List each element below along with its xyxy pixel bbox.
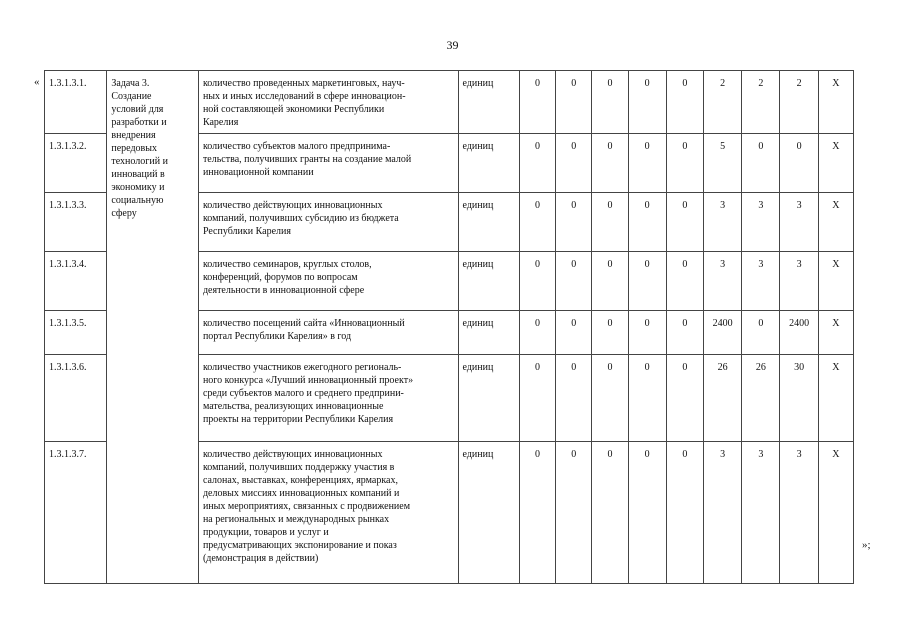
value-cell: 0 [556, 252, 592, 311]
value-cell: 0 [742, 311, 780, 355]
value-cell: 3 [780, 442, 818, 584]
unit-cell: единиц [458, 355, 519, 442]
indicator-code-cell: 1.3.1.3.3. [45, 193, 107, 252]
status-mark-cell: X [818, 193, 853, 252]
indicator-code-cell: 1.3.1.3.4. [45, 252, 107, 311]
value-cell: 3 [780, 252, 818, 311]
value-cell: 0 [666, 71, 703, 134]
value-cell: 0 [519, 311, 555, 355]
indicator-name-cell: количество посещений сайта «Инновационный портал Республики Карелия» в год [198, 311, 458, 355]
value-cell: 0 [556, 311, 592, 355]
status-mark-cell: X [818, 71, 853, 134]
value-cell: 2 [780, 71, 818, 134]
status-mark-cell: X [818, 311, 853, 355]
value-cell: 0 [592, 252, 628, 311]
value-cell: 0 [628, 252, 666, 311]
value-cell: 0 [628, 355, 666, 442]
indicator-name-cell: количество участников ежегодного региональ- ного конкурса «Лучший инновационный проект» среди субъектов малого и среднего предприни- мательства, реализующих инновационные проекты на территории Республики Карелия [198, 355, 458, 442]
value-cell: 0 [666, 134, 703, 193]
value-cell: 0 [666, 252, 703, 311]
value-cell: 0 [519, 71, 555, 134]
value-cell: 2 [704, 71, 742, 134]
value-cell: 0 [592, 71, 628, 134]
indicator-name-cell: количество семинаров, круглых столов, конференций, форумов по вопросам деятельности в инновационной сфере [198, 252, 458, 311]
indicator-code-cell: 1.3.1.3.7. [45, 442, 107, 584]
value-cell: 0 [592, 311, 628, 355]
value-cell: 2400 [704, 311, 742, 355]
indicator-name-cell: количество проведенных маркетинговых, науч- ных и иных исследований в сфере инновацион- ной составляющей экономики Республики Карелия [198, 71, 458, 134]
unit-cell: единиц [458, 311, 519, 355]
value-cell: 3 [704, 442, 742, 584]
value-cell: 0 [592, 193, 628, 252]
value-cell: 0 [592, 134, 628, 193]
value-cell: 30 [780, 355, 818, 442]
value-cell: 0 [519, 134, 555, 193]
indicators-table [44, 70, 854, 584]
unit-cell: единиц [458, 442, 519, 584]
value-cell: 3 [704, 252, 742, 311]
value-cell: 0 [592, 355, 628, 442]
value-cell: 0 [556, 71, 592, 134]
value-cell: 0 [742, 134, 780, 193]
value-cell: 0 [666, 355, 703, 442]
value-cell: 0 [666, 193, 703, 252]
closing-quote-mark: »; [862, 539, 871, 551]
indicator-code-cell: 1.3.1.3.6. [45, 355, 107, 442]
value-cell: 3 [742, 252, 780, 311]
unit-cell: единиц [458, 71, 519, 134]
value-cell: 3 [704, 193, 742, 252]
indicator-name-cell: количество субъектов малого предпринима- тельства, получивших гранты на создание малой инновационной компании [198, 134, 458, 193]
value-cell: 0 [519, 442, 555, 584]
indicator-code-cell: 1.3.1.3.2. [45, 134, 107, 193]
table-row [45, 71, 854, 134]
value-cell: 0 [666, 311, 703, 355]
value-cell: 0 [592, 442, 628, 584]
value-cell: 2 [742, 71, 780, 134]
unit-cell: единиц [458, 134, 519, 193]
value-cell: 0 [666, 442, 703, 584]
value-cell: 0 [556, 193, 592, 252]
value-cell: 5 [704, 134, 742, 193]
status-mark-cell: X [818, 252, 853, 311]
value-cell: 3 [742, 442, 780, 584]
value-cell: 0 [780, 134, 818, 193]
value-cell: 0 [628, 442, 666, 584]
unit-cell: единиц [458, 252, 519, 311]
value-cell: 26 [742, 355, 780, 442]
status-mark-cell: X [818, 355, 853, 442]
indicator-code-cell: 1.3.1.3.5. [45, 311, 107, 355]
task-description-cell: Задача 3. Создание условий для разработки и внедрения передовых технологий и инноваций в экономику и социальную сферу [107, 71, 199, 584]
value-cell: 0 [556, 355, 592, 442]
opening-quote-mark: « [34, 76, 40, 88]
value-cell: 26 [704, 355, 742, 442]
value-cell: 0 [628, 193, 666, 252]
value-cell: 0 [519, 355, 555, 442]
value-cell: 2400 [780, 311, 818, 355]
indicator-name-cell: количество действующих инновационных компаний, получивших субсидию из бюджета Республики Карелия [198, 193, 458, 252]
value-cell: 3 [742, 193, 780, 252]
unit-cell: единиц [458, 193, 519, 252]
status-mark-cell: X [818, 442, 853, 584]
value-cell: 0 [519, 193, 555, 252]
status-mark-cell: X [818, 134, 853, 193]
indicator-code-cell: 1.3.1.3.1. [45, 71, 107, 134]
value-cell: 0 [556, 442, 592, 584]
value-cell: 3 [780, 193, 818, 252]
indicator-name-cell: количество действующих инновационных компаний, получивших поддержку участия в салонах, выставках, конференциях, ярмарках, деловых миссиях инновационных компаний и иных мероприятиях, связанных с продвижением на региональных и международных рынках продукции, товаров и услуг и предусматривающих экспонирование и показ (демонстрация в действии) [198, 442, 458, 584]
value-cell: 0 [628, 134, 666, 193]
value-cell: 0 [628, 71, 666, 134]
value-cell: 0 [628, 311, 666, 355]
value-cell: 0 [556, 134, 592, 193]
value-cell: 0 [519, 252, 555, 311]
page-number: 39 [446, 38, 459, 52]
